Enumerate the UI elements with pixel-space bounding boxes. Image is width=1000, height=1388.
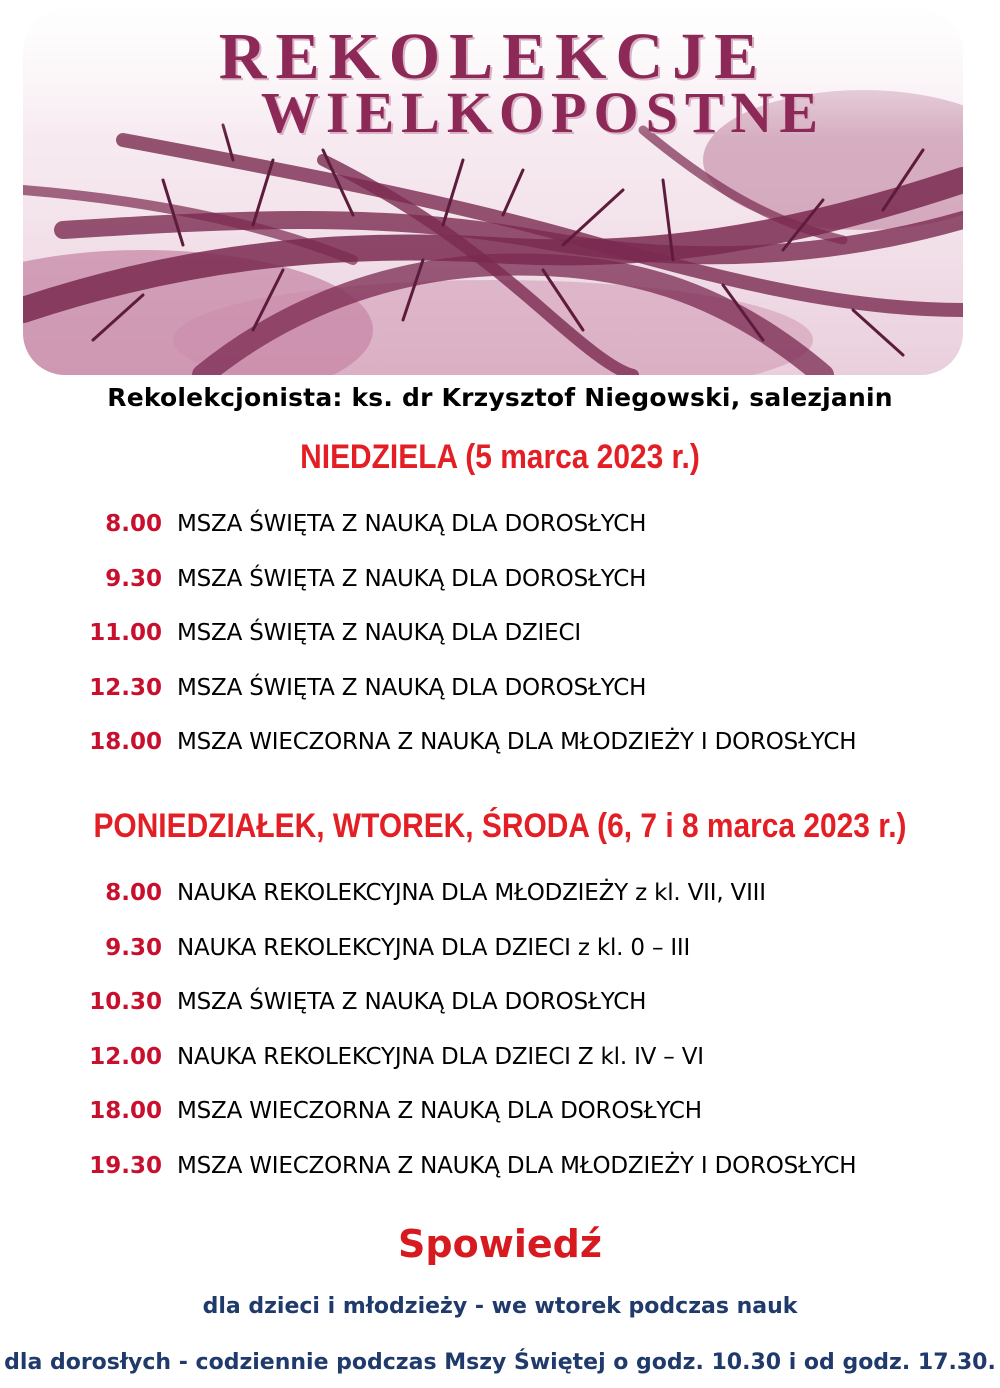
banner-title-line2: WIELKOPOSTNE <box>260 80 826 145</box>
schedule-time: 9.30 <box>105 934 162 961</box>
schedule-row <box>0 1044 1000 1099</box>
schedule-time: 18.00 <box>89 729 162 755</box>
schedule-event: MSZA ŚWIĘTA Z NAUKĄ DLA DOROSŁYCH <box>177 511 647 537</box>
schedule-time: 8.00 <box>105 880 162 906</box>
schedule-event: MSZA ŚWIĘTA Z NAUKĄ DLA DZIECI <box>177 620 581 646</box>
schedule-event: NAUKA REKOLEKCYJNA DLA DZIECI Z kl. IV – VI <box>177 1043 704 1070</box>
schedule-time: 12.00 <box>89 1043 162 1070</box>
schedule-time: 11.00 <box>89 620 162 646</box>
banner <box>23 10 963 375</box>
schedule-row <box>0 880 1000 935</box>
schedule-row <box>0 675 1000 730</box>
confession-children: dla dzieci i młodzieży - we wtorek podczas nauk <box>202 1294 798 1319</box>
weekdays-heading: PONIEDZIAŁEK, WTOREK, ŚRODA (6, 7 i 8 marca 2023 r.) <box>93 807 907 845</box>
schedule-event: NAUKA REKOLEKCYJNA DLA MŁODZIEŻY z kl. VII, VIII <box>177 880 766 906</box>
confession-heading: Spowiedź <box>398 1222 602 1266</box>
schedule-row <box>0 989 1000 1044</box>
schedule-event: MSZA ŚWIĘTA Z NAUKĄ DLA DOROSŁYCH <box>177 989 647 1015</box>
schedule-event: MSZA ŚWIĘTA Z NAUKĄ DLA DOROSŁYCH <box>177 565 647 592</box>
schedule-time: 8.00 <box>105 511 162 537</box>
schedule-row <box>0 1153 1000 1208</box>
schedule-row <box>0 566 1000 621</box>
schedule-time: 12.30 <box>89 674 162 701</box>
schedule-time: 18.00 <box>89 1098 162 1124</box>
schedule-event: NAUKA REKOLEKCYJNA DLA DZIECI z kl. 0 – III <box>177 934 691 961</box>
schedule-time: 10.30 <box>89 989 162 1015</box>
confession-adults: dla dorosłych - codziennie podczas Mszy Świętej o godz. 10.30 i od godz. 17.30. <box>4 1350 996 1375</box>
schedule-row <box>0 935 1000 990</box>
schedule-row <box>0 620 1000 675</box>
sunday-schedule <box>0 511 1000 784</box>
banner-title-line1: REKOLEKCJE <box>218 20 768 93</box>
sunday-heading: NIEDZIELA (5 marca 2023 r.) <box>300 438 700 476</box>
schedule-event: MSZA WIECZORNA Z NAUKĄ DLA MŁODZIEŻY I DOROSŁYCH <box>177 729 857 755</box>
schedule-event: MSZA WIECZORNA Z NAUKĄ DLA DOROSŁYCH <box>177 1098 702 1124</box>
schedule-row <box>0 729 1000 784</box>
schedule-row <box>0 511 1000 566</box>
schedule-time: 9.30 <box>105 565 162 592</box>
schedule-row <box>0 1098 1000 1153</box>
weekdays-schedule <box>0 880 1000 1207</box>
retreat-leader: Rekolekcjonista: ks. dr Krzysztof Niegowski, salezjanin <box>107 383 893 412</box>
schedule-time: 19.30 <box>89 1152 162 1179</box>
schedule-event: MSZA ŚWIĘTA Z NAUKĄ DLA DOROSŁYCH <box>177 674 647 701</box>
schedule-event: MSZA WIECZORNA Z NAUKĄ DLA MŁODZIEŻY I DOROSŁYCH <box>177 1152 857 1179</box>
